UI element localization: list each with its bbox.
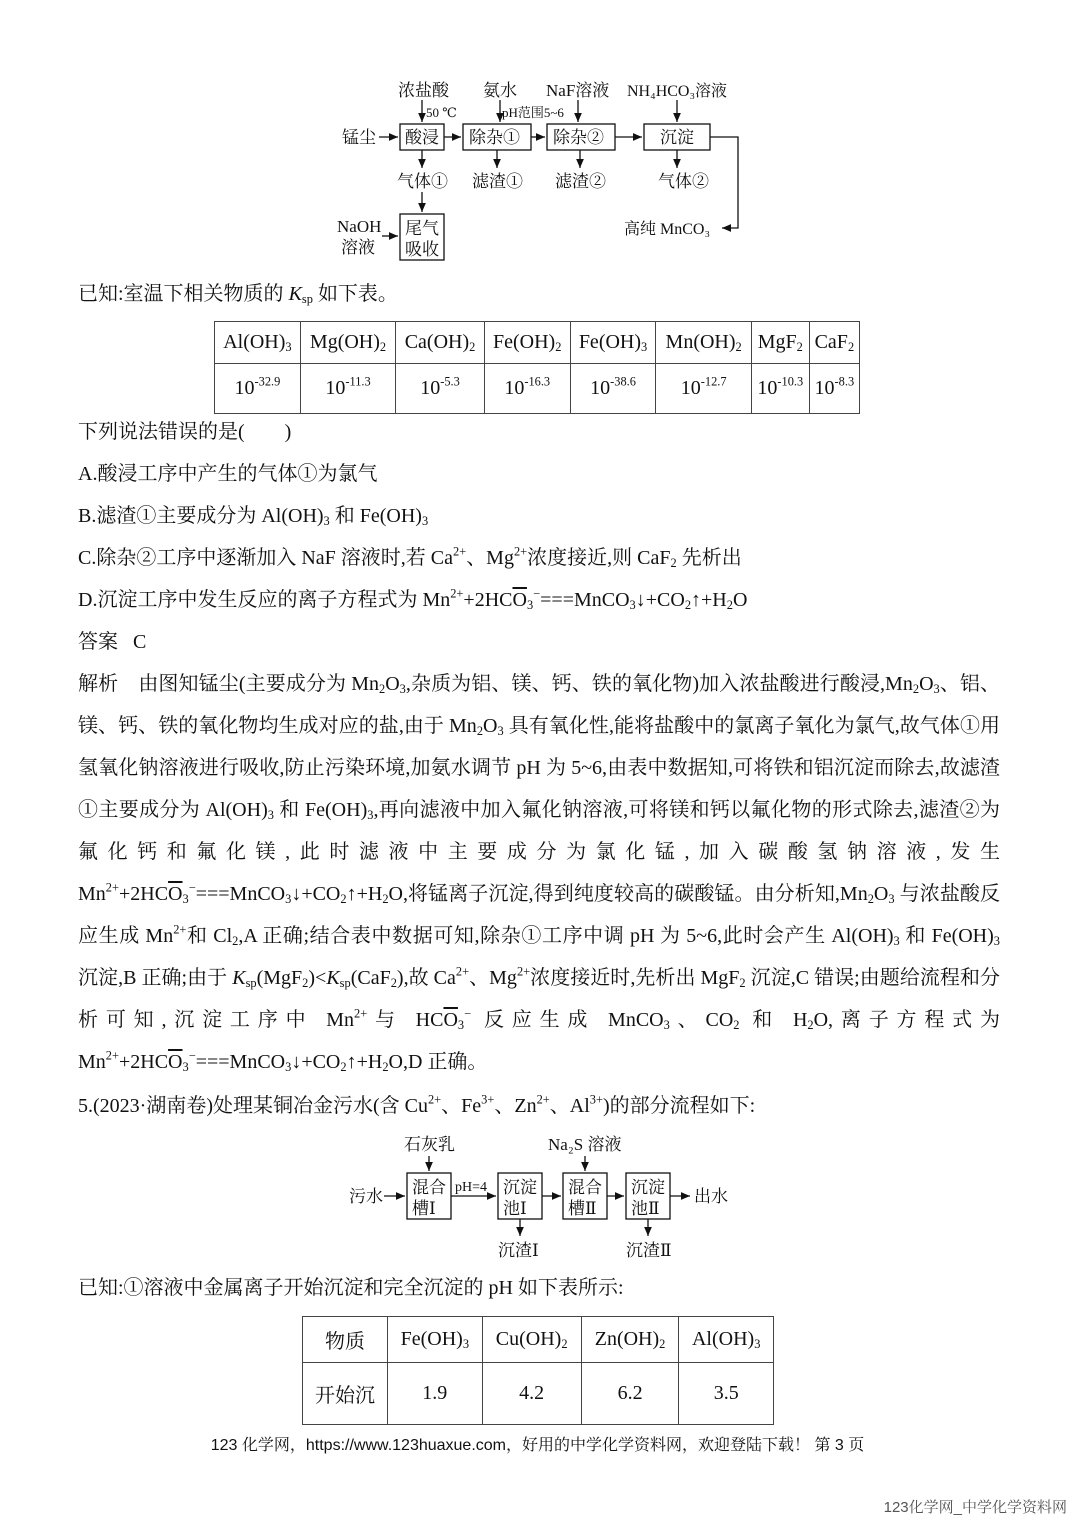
input-naf: NaF溶液 xyxy=(546,81,610,100)
ksp-header-cell: MgF$_2$ xyxy=(751,322,809,364)
ph-header-cell: $Zn(OH)_2$ xyxy=(581,1317,679,1363)
output-residue-2: 滤渣② xyxy=(555,172,606,191)
input-lime-milk: 石灰乳 xyxy=(404,1135,455,1154)
ksp-header-cell: CaF$_2$ xyxy=(809,322,859,364)
ph-table-header-label: 物质 xyxy=(303,1317,388,1363)
box-mix-2-a: 混合 xyxy=(568,1178,602,1197)
site-watermark: 123化学网_中学化学资料网 xyxy=(883,1499,1067,1516)
ph-header-cell: $Al(OH)_3$ xyxy=(679,1317,774,1363)
box-tail-gas: 尾气 xyxy=(405,219,439,238)
ksp-header-cell: $Fe(OH)_3$ xyxy=(570,322,656,364)
ksp-header-cell: $Al(OH)_3$ xyxy=(215,322,301,364)
box-purify-2: 除杂② xyxy=(553,128,604,147)
ph-header-cell: $Fe(OH)_3$ xyxy=(388,1317,483,1363)
ph-label: pH=4 xyxy=(455,1180,488,1195)
input-na2s: Na₂S 溶液 xyxy=(548,1135,622,1154)
analysis-label: 解析 xyxy=(78,673,119,695)
page-footer: 123 化学网，https://www.123huaxue.com，好用的中学化学资料网，欢迎登陆下载！ 第 3 页 xyxy=(210,1437,865,1454)
ph-table-row-label: 开始沉 xyxy=(303,1363,388,1425)
box-acid-leach: 酸浸 xyxy=(405,128,439,147)
ph-value-cell: 3.5 xyxy=(679,1363,774,1425)
box-precipitate: 沉淀 xyxy=(660,128,694,147)
input-naoh: NaOH xyxy=(337,217,382,236)
ksp-header-cell: $Mg(OH)_2$ xyxy=(300,322,395,364)
box-settle-2-a: 沉淀 xyxy=(631,1178,665,1197)
output-gas-2: 气体② xyxy=(658,172,709,191)
ph-value-cell: 4.2 xyxy=(482,1363,581,1425)
ksp-value-cell: $10^{-12.7}$ xyxy=(656,364,751,414)
ksp-header-cell: $Mn(OH)_2$ xyxy=(656,322,751,364)
question-5-stem: 5.(2023·湖南卷)处理某铜冶金污水(含 $Cu^{2+}$、$Fe^{3+}$、$Zn^{2+}$、$Al^{3+}$)的部分流程如下: xyxy=(78,1092,756,1117)
known-ph-intro: 已知:①溶液中金属离子开始沉淀和完全沉淀的 pH 如下表所示: xyxy=(78,1277,624,1299)
option-b: B.滤渣①主要成分为 $Al(OH)_3$ 和 $Fe(OH)_3$ xyxy=(78,505,429,529)
feed-wastewater: 污水 xyxy=(349,1187,383,1206)
input-nh4hco3: NH₄HCO₃溶液 xyxy=(627,83,728,100)
ph-value-cell: 6.2 xyxy=(581,1363,679,1425)
input-naoh-solution: 溶液 xyxy=(341,238,375,257)
ksp-value-cell: $10^{-10.3}$ xyxy=(751,364,809,414)
output-water: 出水 xyxy=(694,1187,728,1206)
input-ph-range: pH范围5~6 xyxy=(502,105,564,120)
box-mix-2-b: 槽Ⅱ xyxy=(568,1199,597,1218)
ksp-value-cell: $10^{-11.3}$ xyxy=(300,364,395,414)
ksp-value-cell: $10^{-8.3}$ xyxy=(809,364,859,414)
ksp-value-cell: $10^{-32.9}$ xyxy=(215,364,301,414)
box-settle-1-a: 沉淀 xyxy=(503,1178,537,1197)
answer-label: 答案 xyxy=(78,631,118,653)
ph-value-cell: 1.9 xyxy=(388,1363,483,1425)
answer-value: C xyxy=(133,631,147,653)
ph-table xyxy=(302,1316,774,1425)
input-ammonia: 氨水 xyxy=(483,81,517,100)
ksp-header-cell: $Ca(OH)_2$ xyxy=(396,322,485,364)
box-purify-1: 除杂① xyxy=(469,128,520,147)
output-residue-1: 滤渣① xyxy=(472,172,523,191)
option-c: C.除杂②工序中逐渐加入 NaF 溶液时,若 $Ca^{2+}$、$Mg^{2+}$浓度接近,则 CaF$_2$ 先析出 xyxy=(78,544,742,571)
ksp-value-cell: $10^{-5.3}$ xyxy=(396,364,485,414)
box-mix-1-a: 混合 xyxy=(412,1178,446,1197)
box-settle-1-b: 池Ⅰ xyxy=(503,1199,527,1218)
output-gas-1: 气体① xyxy=(397,172,448,191)
answer-line xyxy=(78,628,146,656)
feed-manganese-dust: 锰尘 xyxy=(342,128,376,147)
ksp-value-cell: $10^{-38.6}$ xyxy=(570,364,656,414)
output-product: 高纯 MnCO₃ xyxy=(624,221,711,238)
ksp-value-cell: $10^{-16.3}$ xyxy=(484,364,570,414)
analysis-paragraph: 解析 由图知锰尘(主要成分为 $Mn_2O_3$,杂质为铝、镁、钙、铁的氧化物)加入浓盐酸进行酸浸$,Mn_2O_3$、铝、镁、钙、铁的氧化物均生成对应的盐,由于 $Mn_2O_3$ 具有氧化性,能将盐酸中的氯离子氧化为氯气,故气体①用氢氧化钠溶液进行吸收,防止污染环境,加氨水调节 pH 为 5~6,由表中数据知,可将铁和铝沉淀而除去,故滤渣①主要成分为 $Al(OH)_3$ 和 $Fe(OH)_3$,再向滤液中加入氟化钠溶液,可将镁和钙以氟化物的形式除去,滤渣②为氟化钙和氟化镁,此时滤液中主要成分为氯化锰,加入碳酸氢钠溶液,发生 $Mn^{2+}+2HC\overline{O}_3^-===MnCO_3↓+CO_2↑+H_2O$,将锰离子沉淀,得到纯度较高的碳酸锰。由分析知$,Mn_2O_3$ 与浓盐酸反应生成 $Mn^{2+}$和 $Cl_2,A$ 正确;结合表中数据可知,除杂①工序中调 pH 为 5~6,此时会产生 $Al(OH)_3$ 和 $Fe(OH)_3$ 沉淀,B 正确;由于 $K_{sp}(MgF_2)<K_{sp}(CaF_2)$,故 $Ca^{2+}$、$Mg^{2+}$浓度接近时,先析出 MgF$_2$ 沉淀,C 错误;由题给流程和分析可知,沉淀工序中 $Mn^{2+}$与 $HC\overline{O}_3^-$ 反应生成 MnCO$_3$、$CO_2$ 和 $H_2O$,离子方程式为 $Mn^{2+}+2HC\overline{O}_3^-===MnCO_3↓+CO_2↑+H_2O,D$ 正确。 xyxy=(78,673,1001,1075)
input-hcl: 浓盐酸 xyxy=(398,81,449,100)
output-sludge-1: 沉渣Ⅰ xyxy=(498,1241,539,1260)
ph-header-cell: $Cu(OH)_2$ xyxy=(482,1317,581,1363)
box-mix-1-b: 槽Ⅰ xyxy=(412,1199,436,1218)
process-flowchart-2 xyxy=(340,1128,740,1266)
question-text: 下列说法错误的是( ) xyxy=(78,421,292,443)
output-sludge-2: 沉渣Ⅱ xyxy=(626,1241,672,1260)
known-ksp-intro: 已知:室温下相关物质的 $K_{sp}$ 如下表。 xyxy=(78,283,398,307)
ksp-table xyxy=(214,321,860,414)
option-d: D.沉淀工序中发生反应的离子方程式为 $Mn^{2+}+2HC\overline{O}_3^-===MnCO_3↓+CO_2↑+H_2O$ xyxy=(78,586,748,613)
option-a: A.酸浸工序中产生的气体①为氯气 xyxy=(78,463,378,485)
ksp-header-cell: $Fe(OH)_2$ xyxy=(484,322,570,364)
box-absorb: 吸收 xyxy=(405,240,439,259)
box-settle-2-b: 池Ⅱ xyxy=(631,1199,660,1218)
process-flowchart-1 xyxy=(300,72,760,272)
input-temperature: 50 ℃ xyxy=(426,105,457,120)
